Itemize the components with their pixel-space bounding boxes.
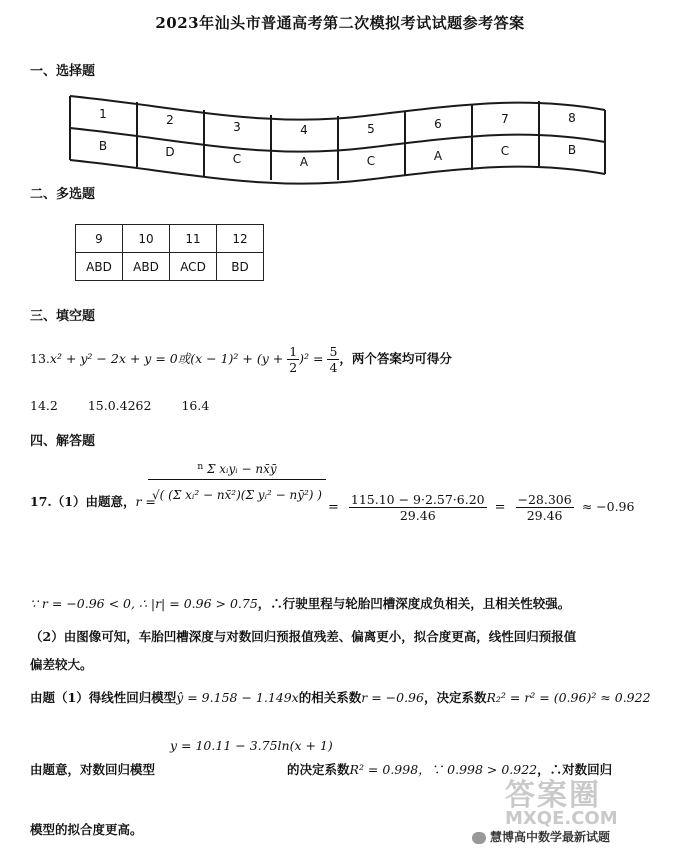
linear-model-label: 由题（1）得线性回归模型 [30,690,177,705]
q9-answer: ABD [76,253,123,281]
section-heading-multi-choice: 二、多选题 [30,187,96,202]
q12-number: 12 [217,225,264,253]
corr-label: 的相关系数 [298,690,362,705]
q17-intro-text: 17.（1）由题意， [30,494,136,509]
log-conclusion-start: ，∴对数回归 [537,762,613,777]
q1-number: 1 [99,107,107,121]
page-title: 2023年汕头市普通高考第二次模拟考试试题参考答案 [155,14,525,32]
q6-answer: A [433,149,443,163]
r-comparison: ∵ r = −0.96 < 0, ∴ |r| = 0.96 > 0.75 [30,596,258,611]
q17-calc: = $\frac{115.10 - 9\cdot 2.57\cdot 6.20}{29.46}$ = $\frac{-28.306}{29.46}$ ≈ −0.96 [328,492,635,523]
q2-number: 2 [166,113,174,127]
r-formula-numerator [148,462,326,480]
q15-answer: 15.0.4262 [87,398,152,413]
q1-answer: B [98,139,108,153]
det-label: ，决定系数 [423,690,487,705]
q13-expression-b: )² = [299,351,328,366]
q13-label: 13. [30,351,50,366]
q10-answer: ABD [123,253,170,281]
r-formula-denominator: √( (Σ xᵢ² − nx̄²)(Σ yᵢ² − nȳ²) ) [152,488,322,502]
q13-half-numerator: 1 [289,344,298,359]
log-model: y = 10.11 − 3.75ln(x + 1) [170,738,333,753]
log-model-label: 由题意，对数回归模型 [30,762,156,777]
q3-number: 3 [233,120,241,134]
r-formula [148,462,326,502]
q17-line4 [30,688,651,706]
q13-half-fraction [287,344,299,375]
q14-answer: 14.2 [30,398,58,413]
q4-answer: A [299,155,309,169]
section-heading-fill-blank: 三、填空题 [30,309,96,324]
r-symbol: r = [135,494,156,509]
log-det-label: 的决定系数 [287,762,350,777]
result-denominator: 29.46 [526,508,563,523]
q13-expression-a: x² + y² − 2x + y = 0或(x − 1)² + (y + [49,351,288,366]
section-heading-single-choice: 一、选择题 [30,64,96,79]
section-heading-solutions: 四、解答题 [30,434,96,449]
multi-choice-table [75,224,264,281]
q17-line2 [30,594,570,612]
watermark-stamp: 答案圈 [505,778,601,813]
q8-number: 8 [568,111,576,125]
corr-value: r = −0.96 [361,690,424,705]
numerator-formula: Σ xᵢyᵢ − nx̄ȳ [206,462,277,476]
calc-numerator: 115.10 − 9·2.57·6.20 [350,492,485,507]
det-comparison: ，∵ 0.998 > 0.922 [418,762,538,777]
wechat-icon [472,832,486,844]
approx-result: ≈ −0.96 [581,499,635,514]
q9-number: 9 [76,225,123,253]
q13-result-fraction [327,344,339,375]
q3-answer: C [232,152,242,166]
q13-result-numerator: 5 [329,344,338,359]
q7-number: 7 [501,112,509,126]
det-value-linear: R₂² = r² = (0.96)² ≈ 0.922 [486,690,651,705]
q2-answer: D [165,145,175,159]
sum-limits [197,462,203,472]
q5-answer: C [366,154,376,168]
linear-model: ŷ = 9.158 − 1.149x [176,690,299,705]
q8-answer: B [567,143,577,157]
q13-half-denominator: 2 [289,360,298,375]
q5-number: 5 [367,122,375,136]
det-value-log: R² = 0.998 [349,762,419,777]
q7-answer: C [500,144,510,158]
single-choice-table [65,88,610,188]
q14-16-answers [30,398,209,413]
q13-result-denominator: 4 [329,360,338,375]
q6-number: 6 [434,117,442,131]
q12-answer: BD [217,253,264,281]
calc-fraction [349,492,487,523]
sum-upper: n [197,462,204,472]
calc-denominator: 29.46 [399,508,436,523]
q17-part2-line1: （2）由图像可知，车胎凹槽深度与对数回归预报值残差、偏离更小，拟合度更高，线性回归预报值 [30,629,577,644]
q10-number: 10 [123,225,170,253]
q11-answer: ACD [170,253,217,281]
q17-intro [30,492,156,510]
correlation-conclusion: ，∴行驶里程与轮胎凹槽深度成负相关，且相关性较强。 [257,596,571,611]
q17-final-line: 模型的拟合度更高。 [30,822,143,837]
q16-answer: 16.4 [181,398,210,413]
q11-number: 11 [170,225,217,253]
q4-number: 4 [300,123,308,137]
watermark-footer [472,828,610,845]
result-fraction [516,492,574,523]
q17-part2-line2: 偏差较大。 [30,657,93,672]
watermark-domain: MXQE.COM [505,808,618,829]
watermark-footer-text: 慧博高中数学最新试题 [490,830,611,844]
result-numerator: −28.306 [517,492,572,507]
q13-answer-line [30,344,452,375]
q13-note: ，两个答案均可得分 [339,351,452,366]
